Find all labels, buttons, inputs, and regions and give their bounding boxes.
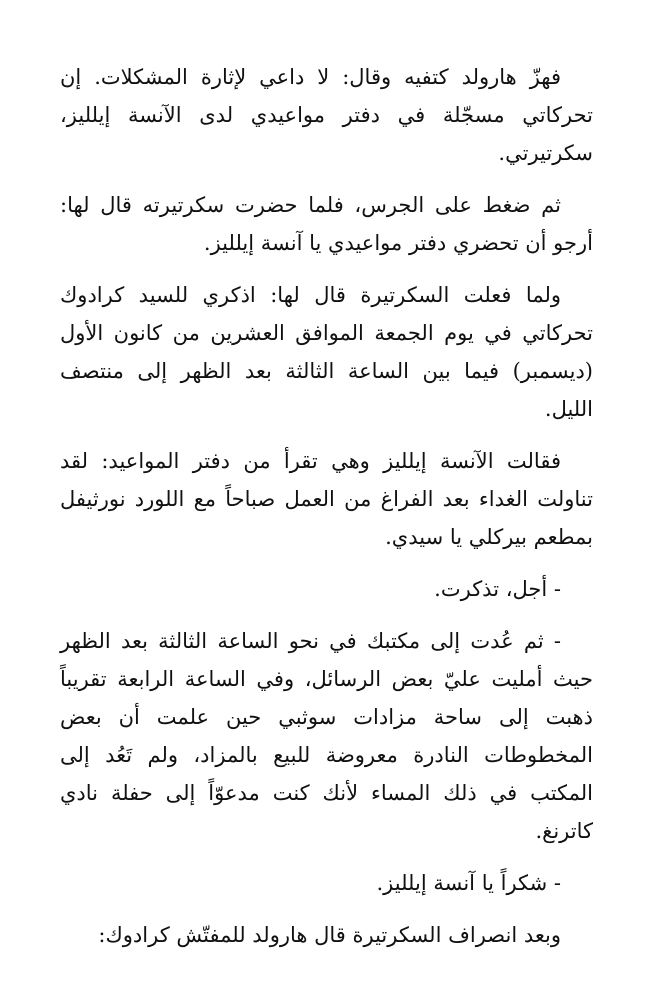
paragraph-remembered: - أجل، تذكرت. bbox=[434, 577, 561, 601]
paragraph-thanks: - شكراً يا آنسة إيلليز. bbox=[376, 871, 561, 895]
paragraph-office-auction: - ثم عُدت إلى مكتبك في نحو الساعة الثالثة بعد الظهر حيث أمليت عليّ بعض الرسائل، وفي الساعة الرابعة تقريباً ذهبت إلى ساحة مزادات سوثبي حين علمت أن بعض المخطوطات النادرة معروضة للبيع بالمزاد، ولم تَعُد إلى المكتب في ذلك المساء لأنك كنت مدعوّاً إلى حفلة نادي كاترنغ. bbox=[60, 629, 593, 843]
paragraph-harold-shrug: فهزّ هارولد كتفيه وقال: لا داعي لإثارة المشكلات. إن تحركاتي مسجّلة في دفتر مواعيدي لدى الآنسة إيلليز، سكرتيرتي. bbox=[60, 65, 593, 165]
paragraph-movements-request: ولما فعلت السكرتيرة قال لها: اذكري للسيد كرادوك تحركاتي في يوم الجمعة الموافق العشرين من كانون الأول (ديسمبر) فيما بين الساعة الثالثة بعد الظهر إلى منتصف الليل. bbox=[60, 283, 593, 421]
paragraph-bell-secretary: ثم ضغط على الجرس، فلما حضرت سكرتيرته قال لها: أرجو أن تحضري دفتر مواعيدي يا آنسة إيلليز. bbox=[60, 193, 593, 255]
paragraph-lunch-berkeley: فقالت الآنسة إيلليز وهي تقرأ من دفتر المواعيد: لقد تناولت الغداء بعد الفراغ من العمل صباحاً مع اللورد نورثيفل بمطعم بيركلي يا سيدي. bbox=[60, 449, 593, 549]
page-body bbox=[60, 58, 593, 968]
paragraph-after-leaving: وبعد انصراف السكرتيرة قال هارولد للمفتّش كرادوك: bbox=[98, 923, 561, 947]
